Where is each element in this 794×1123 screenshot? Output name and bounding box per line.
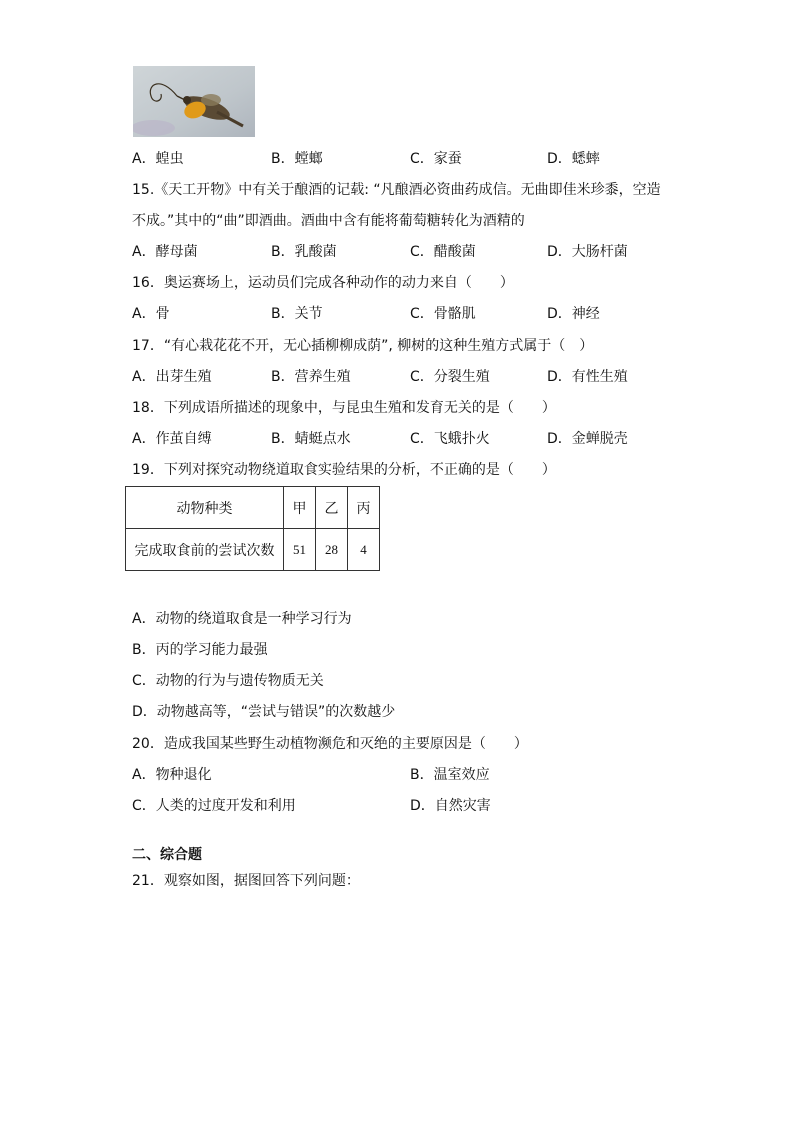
- q21-stem: 21．观察如图，据图回答下列问题：: [132, 873, 360, 889]
- section-title: 二、综合题: [132, 847, 202, 863]
- q20-option-b[interactable]: B．温室效应: [410, 767, 490, 783]
- q19-option-c[interactable]: C．动物的行为与遗传物质无关: [132, 673, 324, 689]
- value-yi: 28: [316, 529, 348, 571]
- q16-stem: 16．奥运赛场上，运动员们完成各种动作的动力来自（ ）: [132, 275, 514, 291]
- q14-option-d[interactable]: D．蟋蟀: [547, 151, 600, 167]
- q19-stem: 19．下列对探究动物绕道取食实验结果的分析，不正确的是（ ）: [132, 462, 556, 478]
- q14-option-c[interactable]: C．家蚕: [410, 151, 462, 167]
- q15-option-b[interactable]: B．乳酸菌: [271, 244, 337, 260]
- q20-option-a[interactable]: A．物种退化: [132, 767, 212, 783]
- header-jia: 甲: [284, 487, 316, 529]
- q14-options: [132, 149, 692, 169]
- q15-option-a[interactable]: A．酵母菌: [132, 244, 198, 260]
- q14-option-b[interactable]: B．螳螂: [271, 151, 323, 167]
- q20-stem: 20．造成我国某些野生动植物濒危和灭绝的主要原因是（ ）: [132, 736, 528, 752]
- q15-stem-line2: 不成。”其中的“曲”即酒曲。酒曲中含有能将葡萄糖转化为酒精的: [132, 213, 525, 229]
- q18-option-d[interactable]: D．金蝉脱壳: [547, 431, 628, 447]
- q20-option-d[interactable]: D．自然灾害: [410, 798, 491, 814]
- q18-option-a[interactable]: A．作茧自缚: [132, 431, 212, 447]
- q19-option-d[interactable]: D．动物越高等，“尝试与错误”的次数越少: [132, 704, 396, 720]
- q18-option-c[interactable]: C．飞蛾扑火: [410, 431, 490, 447]
- q15-option-c[interactable]: C．醋酸菌: [410, 244, 476, 260]
- header-bing: 丙: [348, 487, 380, 529]
- q17-option-b[interactable]: B．营养生殖: [271, 369, 351, 385]
- table-header-row: [126, 487, 380, 529]
- experiment-table: [125, 486, 380, 571]
- q20-option-c[interactable]: C．人类的过度开发和利用: [132, 798, 296, 814]
- q16-options: [132, 304, 692, 324]
- q18-stem: 18．下列成语所描述的现象中，与昆虫生殖和发育无关的是（ ）: [132, 400, 556, 416]
- q18-option-b[interactable]: B．蜻蜓点水: [271, 431, 351, 447]
- hawk-moth-photo: [133, 66, 255, 137]
- q20-options-row2: [132, 796, 692, 816]
- q14-option-a[interactable]: A．蝗虫: [132, 151, 184, 167]
- value-bing: 4: [348, 529, 380, 571]
- q19-option-b[interactable]: B．丙的学习能力最强: [132, 642, 268, 658]
- q16-option-d[interactable]: D．神经: [547, 306, 600, 322]
- header-yi: 乙: [316, 487, 348, 529]
- q17-option-c[interactable]: C．分裂生殖: [410, 369, 490, 385]
- q19-option-a[interactable]: A．动物的绕道取食是一种学习行为: [132, 611, 352, 627]
- q15-stem-line1: 15.《天工开物》中有关于酿酒的记载: “凡酿酒必资曲药成信。无曲即佳米珍黍，空造: [132, 182, 661, 198]
- q18-options: [132, 429, 692, 449]
- q16-option-c[interactable]: C．骨骼肌: [410, 306, 476, 322]
- q17-stem: 17．“有心栽花花不开，无心插柳柳成荫”, 柳树的这种生殖方式属于（ ）: [132, 338, 594, 354]
- q20-options-row1: [132, 765, 692, 785]
- q16-option-a[interactable]: A．骨: [132, 306, 170, 322]
- q17-option-a[interactable]: A．出芽生殖: [132, 369, 212, 385]
- q17-option-d[interactable]: D．有性生殖: [547, 369, 628, 385]
- q17-options: [132, 367, 692, 387]
- header-animal-type: 动物种类: [126, 487, 284, 529]
- q16-option-b[interactable]: B．关节: [271, 306, 323, 322]
- row-label: 完成取食前的尝试次数: [126, 529, 284, 571]
- value-jia: 51: [284, 529, 316, 571]
- q15-option-d[interactable]: D．大肠杆菌: [547, 244, 628, 260]
- table-row: [126, 529, 380, 571]
- q15-options: [132, 242, 692, 262]
